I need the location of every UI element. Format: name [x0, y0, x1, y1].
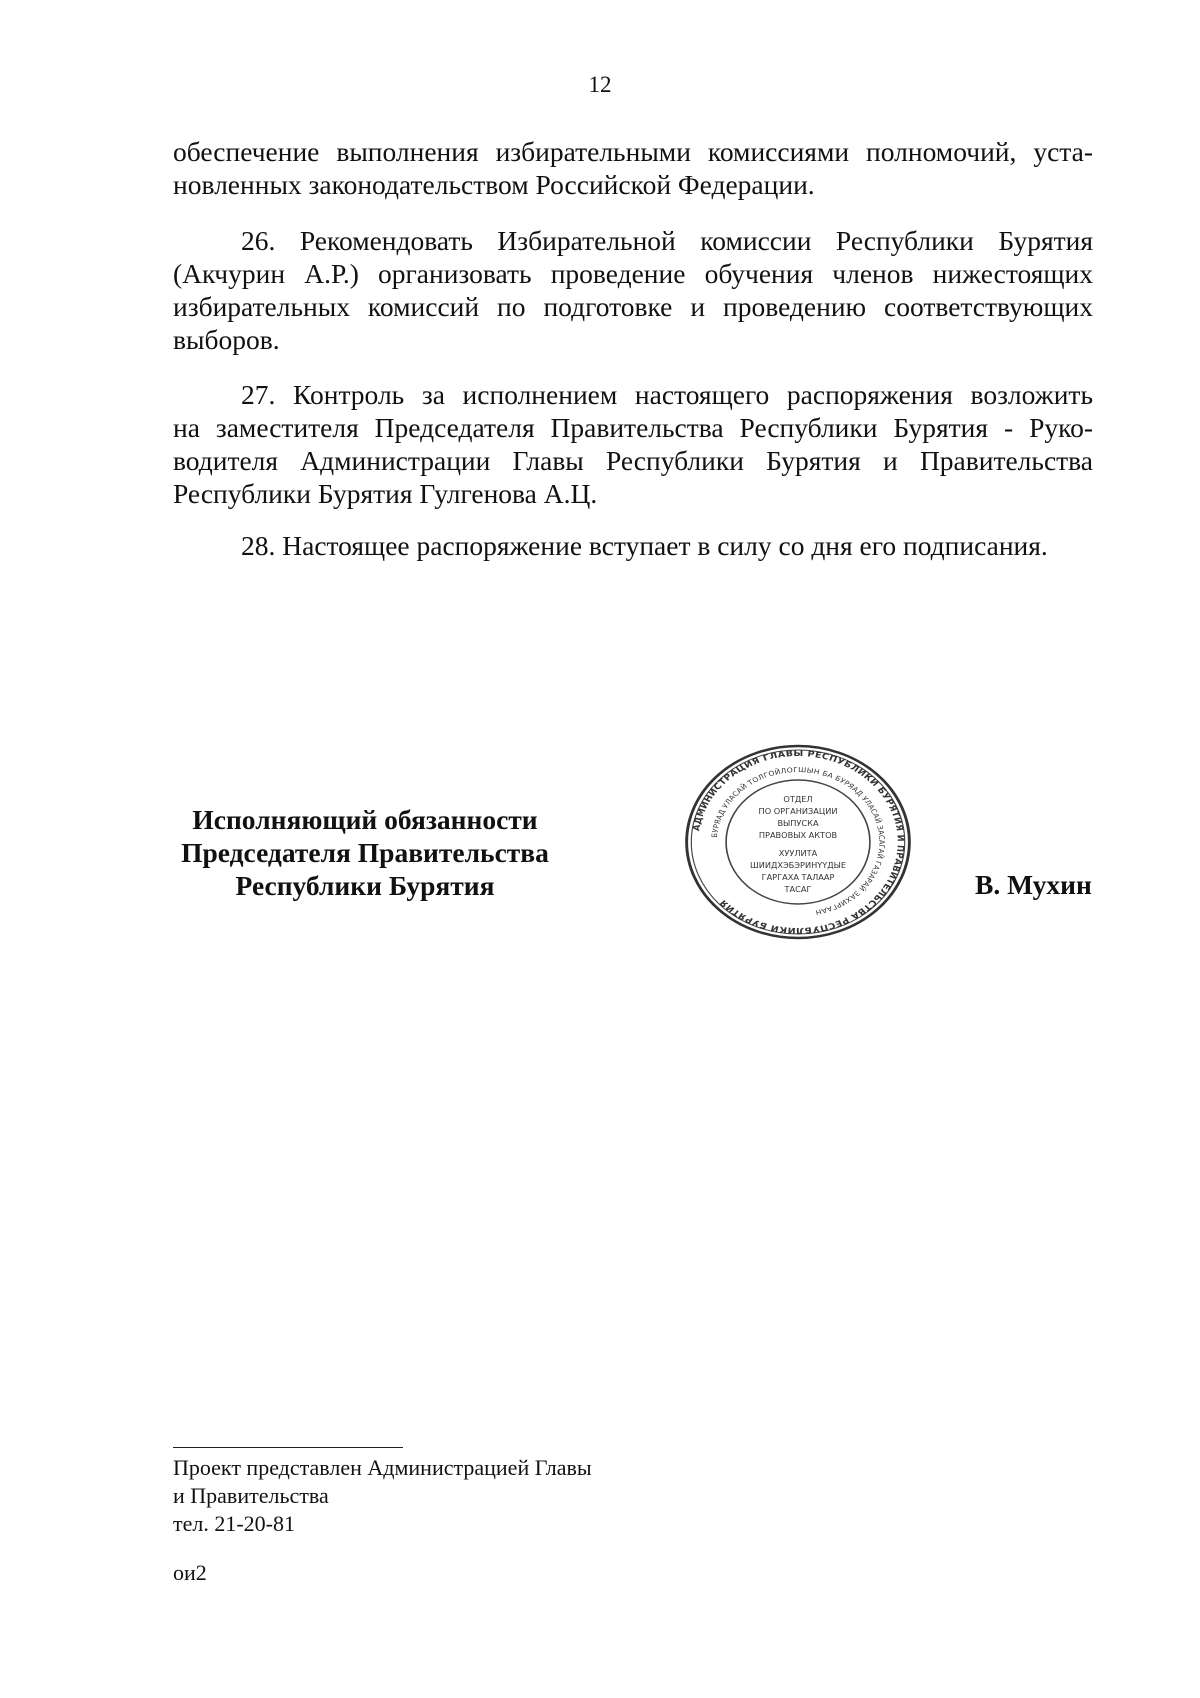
- text-line: (Акчурин А.Р.) организовать проведение обучения членов нижестоящих: [173, 258, 1093, 289]
- text-line: Республики Бурятия Гулгенова А.Ц.: [173, 478, 598, 509]
- text-line: 28. Настоящее распоряжение вступает в силу со дня его подписания.: [241, 530, 1048, 561]
- paragraph-continuation: [173, 135, 1093, 201]
- signatory-name: В. Мухин: [975, 869, 1092, 900]
- signatory-position-line: Республики Бурятия: [235, 870, 495, 901]
- page-number: 12: [588, 72, 612, 97]
- signatory-position-line: Исполняющий обязанности: [192, 804, 538, 835]
- paragraph-item-26: [173, 224, 1093, 356]
- footnote-divider: [173, 1447, 403, 1448]
- svg-text:ГАРГАХА ТАЛААР: ГАРГАХА ТАЛААР: [761, 872, 835, 882]
- svg-text:ВЫПУСКА: ВЫПУСКА: [777, 818, 819, 828]
- svg-text:ПРАВОВЫХ АКТОВ: ПРАВОВЫХ АКТОВ: [758, 830, 838, 840]
- footnote-line: и Правительства: [173, 1483, 329, 1508]
- svg-text:ШИИДХЭБЭРИНҮҮДЫЕ: ШИИДХЭБЭРИНҮҮДЫЕ: [749, 860, 847, 870]
- paragraph-item-27: [173, 378, 1093, 510]
- text-line: на заместителя Председателя Правительства Республики Бурятия - Руко-: [173, 412, 1093, 443]
- text-line: избирательных комиссий по подготовке и проведению соответствующих: [173, 291, 1093, 322]
- footnote-line: Проект представлен Администрацией Главы: [173, 1455, 592, 1480]
- svg-text:АДМИНИСТРАЦИЯ ГЛАВЫ РЕСПУБЛИКИ: АДМИНИСТРАЦИЯ ГЛАВЫ РЕСПУБЛИКИ БУРЯТИЯ И ПРАВИТЕЛЬСТВА РЕСПУБЛИКИ БУРЯТИЯ: [691, 749, 906, 935]
- footnote-line: тел. 21-20-81: [173, 1511, 296, 1536]
- text-line: 27. Контроль за исполнением настоящего распоряжения возложить: [241, 379, 1093, 410]
- text-line: водителя Администрации Главы Республики Бурятия и Правительства: [173, 445, 1093, 476]
- svg-text:БУРЯАД УЛАСАЙ ТОЛГОЙЛОГШЫН БА: БУРЯАД УЛАСАЙ ТОЛГОЙЛОГШЫН БА БУРЯАД УЛАСАЙ ЗАСАГАЙ ГАЗАРАЙ ЗАХИРГААН: [709, 765, 887, 917]
- svg-text:ОТДЕЛ: ОТДЕЛ: [783, 794, 813, 804]
- signatory-position: [150, 803, 580, 902]
- text-line: новленных законодательством Российской Федерации.: [173, 169, 815, 200]
- svg-text:ХУУЛИТА: ХУУЛИТА: [778, 848, 818, 858]
- svg-text:ТАСАГ: ТАСАГ: [784, 884, 812, 894]
- paragraph-item-28: [173, 529, 1093, 562]
- footnote: [173, 1454, 592, 1538]
- text-line: обеспечение выполнения избирательными комиссиями полномочий, уста-: [173, 136, 1093, 167]
- document-code: ои2: [173, 1560, 207, 1585]
- svg-text:ПО ОРГАНИЗАЦИИ: ПО ОРГАНИЗАЦИИ: [758, 806, 838, 816]
- official-stamp: [674, 734, 922, 950]
- text-line: выборов.: [173, 324, 280, 355]
- text-line: 26. Рекомендовать Избирательной комиссии Республики Бурятия: [241, 225, 1093, 256]
- signatory-position-line: Председателя Правительства: [181, 837, 549, 868]
